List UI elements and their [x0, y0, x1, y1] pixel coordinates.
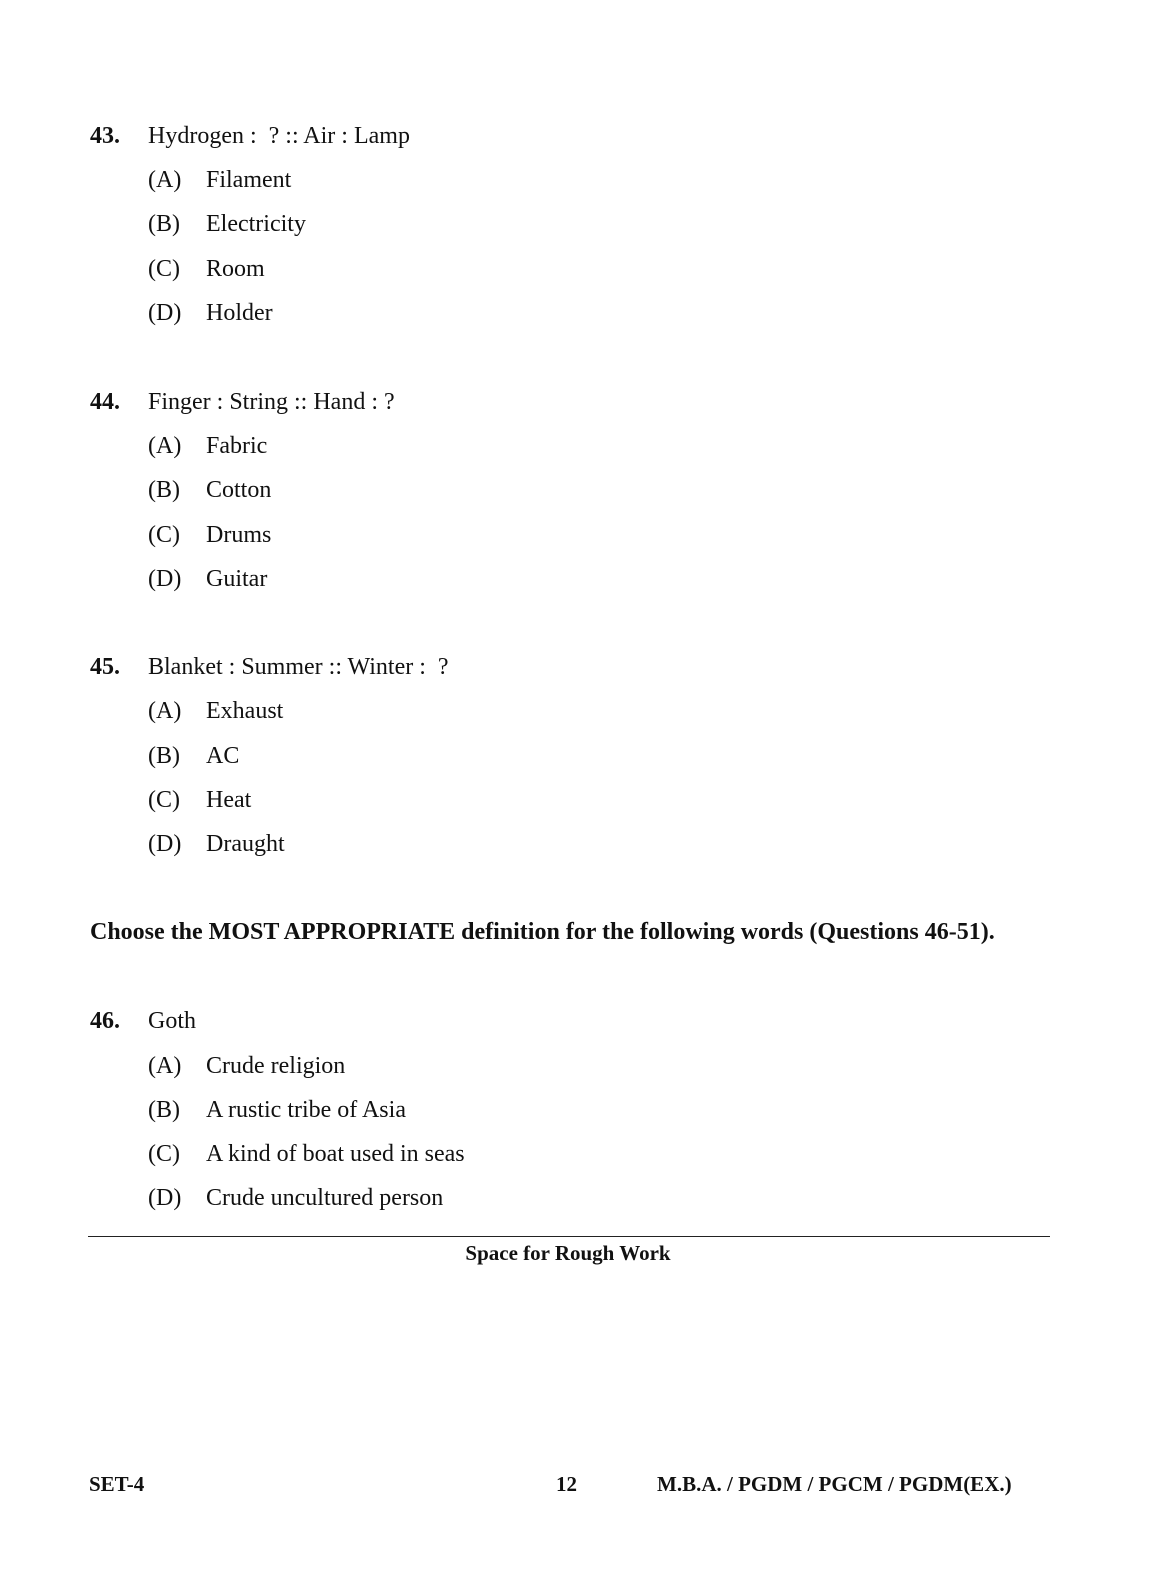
- option-text: AC: [206, 743, 240, 769]
- option-text: Filament: [206, 167, 292, 193]
- option-text: Heat: [206, 787, 252, 813]
- option-label: (A): [148, 698, 182, 724]
- option-text: A kind of boat used in seas: [206, 1141, 465, 1167]
- option-text: Electricity: [206, 211, 306, 237]
- question-stem: Hydrogen : ? :: Air : Lamp: [148, 123, 410, 149]
- question-number: 46.: [90, 1008, 120, 1034]
- footer-course: M.B.A. / PGDM / PGCM / PGDM(EX.): [657, 1472, 1012, 1496]
- footer-page-number: 12: [556, 1472, 577, 1496]
- footer-set-code: SET-4: [89, 1472, 145, 1496]
- option-label: (C): [148, 787, 180, 813]
- option-label: (B): [148, 743, 180, 769]
- option-text: Drums: [206, 522, 272, 548]
- option-label: (D): [148, 1185, 182, 1211]
- option-text: Holder: [206, 300, 273, 326]
- option-text: A rustic tribe of Asia: [206, 1097, 406, 1123]
- section-instruction: Choose the MOST APPROPRIATE definition for the following words (Questions 46-51).: [90, 919, 995, 945]
- option-label: (B): [148, 211, 180, 237]
- question-stem: Goth: [148, 1008, 196, 1034]
- question-stem: Blanket : Summer :: Winter : ?: [148, 654, 449, 680]
- option-text: Exhaust: [206, 698, 284, 724]
- rough-work-divider: [88, 1236, 1050, 1237]
- option-label: (A): [148, 433, 182, 459]
- option-text: Cotton: [206, 477, 272, 503]
- option-label: (D): [148, 566, 182, 592]
- question-number: 43.: [90, 123, 120, 149]
- question-number: 44.: [90, 389, 120, 415]
- question-stem: Finger : String :: Hand : ?: [148, 389, 395, 415]
- option-text: Crude uncultured person: [206, 1185, 444, 1211]
- option-label: (C): [148, 1141, 180, 1167]
- option-label: (A): [148, 1053, 182, 1079]
- option-label: (B): [148, 477, 180, 503]
- rough-work-caption: Space for Rough Work: [465, 1241, 671, 1265]
- question-number: 45.: [90, 654, 120, 680]
- option-text: Fabric: [206, 433, 268, 459]
- option-text: Guitar: [206, 566, 268, 592]
- option-label: (B): [148, 1097, 180, 1123]
- option-label: (C): [148, 256, 180, 282]
- option-label: (D): [148, 831, 182, 857]
- option-label: (C): [148, 522, 180, 548]
- option-text: Crude religion: [206, 1053, 346, 1079]
- option-text: Draught: [206, 831, 285, 857]
- option-text: Room: [206, 256, 265, 282]
- option-label: (D): [148, 300, 182, 326]
- option-label: (A): [148, 167, 182, 193]
